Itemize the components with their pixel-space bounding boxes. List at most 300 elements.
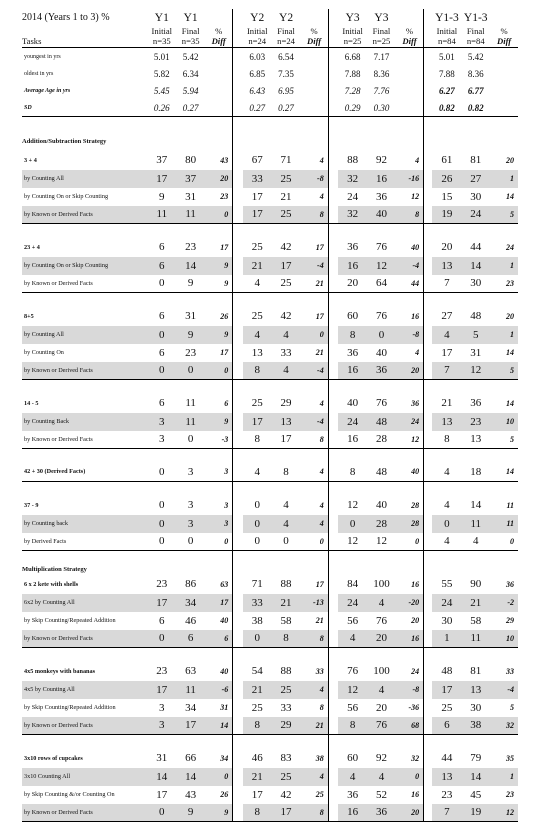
header-row-n <box>22 36 518 48</box>
diff-value: 26 <box>220 790 229 799</box>
column-spacer <box>328 496 338 515</box>
table-row <box>22 786 518 804</box>
initial-value: 24 <box>347 190 359 203</box>
column-spacer <box>233 717 243 735</box>
initial-value: 0 <box>159 499 165 511</box>
initial-value: 1 <box>432 630 461 648</box>
initial-value: 21 <box>243 768 272 786</box>
column-spacer <box>328 307 338 326</box>
initial-value: 6 <box>159 397 165 409</box>
table-row <box>22 307 518 326</box>
final-value: 12 <box>461 362 490 380</box>
diff-value: 4 <box>319 155 324 165</box>
column-spacer <box>424 394 433 413</box>
final-value: 76 <box>375 397 387 409</box>
final-value: 64 <box>367 275 396 293</box>
column-spacer <box>424 749 433 768</box>
final-value: 9 <box>176 326 205 344</box>
diff-value: 14 <box>490 463 518 482</box>
table-title: 2014 (Years 1 to 3) % <box>22 12 110 23</box>
column-spacer <box>233 82 243 99</box>
diff-value: 24 <box>411 666 420 676</box>
column-spacer <box>328 630 338 648</box>
final-value: 17 <box>272 431 301 449</box>
column-spacer <box>424 648 433 662</box>
diff-value: 35 <box>506 753 514 763</box>
task-title: 8+5 <box>24 312 34 320</box>
column-spacer <box>328 699 338 717</box>
column-spacer <box>233 117 243 147</box>
column-spacer <box>233 749 243 768</box>
table-row <box>22 463 518 482</box>
task-title: 37 - 9 <box>24 501 39 509</box>
column-spacer <box>233 533 243 551</box>
strategy-label: by Counting On <box>24 349 64 356</box>
column-spacer <box>233 413 243 431</box>
final-value: 42 <box>280 788 292 801</box>
column-spacer <box>328 238 338 257</box>
diff-value: -13 <box>300 594 328 612</box>
strategy-label: 3x10 Counting All <box>22 768 147 786</box>
table-row <box>22 699 518 717</box>
table-row <box>22 394 518 413</box>
group-spacer-row <box>22 482 518 496</box>
percent-header: % <box>405 26 414 36</box>
final-value: 4 <box>367 681 396 699</box>
column-spacer <box>328 749 338 768</box>
diff-value: 5 <box>510 703 514 712</box>
initial-value: 0 <box>338 515 367 533</box>
column-spacer <box>328 117 338 147</box>
initial-value: 25 <box>251 397 263 409</box>
initial-header: Initial <box>151 26 173 36</box>
initial-value: 8 <box>243 362 272 380</box>
strategy-label: 4x5 by Counting All <box>22 681 147 699</box>
initial-value: 3 <box>159 701 165 714</box>
final-value: 11 <box>176 413 205 431</box>
initial-value: 4 <box>432 533 461 551</box>
diff-value: 10 <box>490 630 518 648</box>
column-spacer <box>233 735 243 749</box>
column-spacer <box>328 65 338 82</box>
diff-value: 14 <box>506 398 514 408</box>
column-spacer <box>328 735 338 749</box>
final-value: 4 <box>283 499 289 511</box>
table-row <box>22 662 518 681</box>
column-spacer <box>424 786 433 804</box>
diff-value: 0 <box>396 768 424 786</box>
initial-value: 6 <box>432 717 461 735</box>
diff-value: 0 <box>205 533 233 551</box>
final-value: 9 <box>176 804 205 822</box>
final-value: 23 <box>185 241 197 253</box>
final-value: 92 <box>375 752 387 764</box>
column-spacer <box>233 188 243 206</box>
final-header: Final <box>181 26 200 36</box>
final-value: 0 <box>367 326 396 344</box>
final-value: 11 <box>185 397 196 409</box>
final-value: 4 <box>272 362 301 380</box>
initial-value: 30 <box>441 614 453 627</box>
column-spacer <box>328 380 338 394</box>
final-value: 14 <box>470 499 482 511</box>
column-spacer <box>328 662 338 681</box>
initial-value: 4 <box>338 630 367 648</box>
final-value: 42 <box>280 310 292 322</box>
final-value: 36 <box>375 190 387 203</box>
strategy-label: by Known or Derived Facts <box>22 362 147 380</box>
initial-value: 17 <box>243 206 272 224</box>
initial-value: 36 <box>347 788 359 801</box>
column-spacer <box>328 463 338 482</box>
final-value: 11 <box>461 515 490 533</box>
column-spacer <box>233 26 243 36</box>
diff-value: 9 <box>205 326 233 344</box>
column-spacer <box>328 594 338 612</box>
diff-value: 3 <box>224 500 229 510</box>
final-value: 13 <box>461 431 490 449</box>
table-row <box>22 326 518 344</box>
diff-value: -16 <box>396 170 424 188</box>
diff-value: 21 <box>300 275 328 293</box>
column-spacer <box>424 482 433 496</box>
final-value: 14 <box>461 257 490 275</box>
column-spacer <box>424 662 433 681</box>
initial-header: Initial <box>246 26 268 36</box>
final-value: 4 <box>367 768 396 786</box>
initial-value: 21 <box>243 257 272 275</box>
table-row <box>22 431 518 449</box>
diff-value: 36 <box>506 579 514 589</box>
initial-value: 16 <box>338 362 367 380</box>
initial-value: 8 <box>243 717 272 735</box>
column-spacer <box>328 413 338 431</box>
percent-header: % <box>500 26 508 36</box>
diff-value: 40 <box>411 242 420 252</box>
final-value: 25 <box>272 206 301 224</box>
info-value: 8.36 <box>467 68 484 79</box>
column-spacer <box>424 612 433 630</box>
column-spacer <box>424 717 433 735</box>
table-row <box>22 768 518 786</box>
column-spacer <box>233 804 243 822</box>
info-row <box>22 65 518 82</box>
column-spacer <box>233 275 243 293</box>
table-row <box>22 575 518 594</box>
diff-value: 28 <box>396 515 424 533</box>
initial-value: 36 <box>347 241 359 253</box>
diff-header: Diff <box>396 36 424 48</box>
initial-value: 84 <box>347 578 359 590</box>
diff-value: 6 <box>224 398 229 408</box>
final-value: 36 <box>470 397 482 409</box>
column-spacer <box>233 463 243 482</box>
info-value: 0.27 <box>176 99 205 117</box>
year-header: Y1 <box>154 11 169 24</box>
column-spacer <box>233 551 243 575</box>
diff-value: 20 <box>205 170 233 188</box>
diff-value: 0 <box>490 533 518 551</box>
column-spacer <box>424 99 433 117</box>
diff-value: -8 <box>300 170 328 188</box>
initial-value: 8 <box>432 431 461 449</box>
n-value: n=84 <box>432 36 461 48</box>
diff-value: 21 <box>300 717 328 735</box>
diff-value: 17 <box>205 594 233 612</box>
final-value: 25 <box>272 681 301 699</box>
diff-value: -4 <box>490 681 518 699</box>
column-spacer <box>424 188 433 206</box>
initial-value: 17 <box>251 190 263 203</box>
diff-value: 4 <box>300 768 328 786</box>
column-spacer <box>328 9 338 26</box>
final-header: Final <box>466 26 485 36</box>
strategy-label: by Known or Derived Facts <box>22 431 147 449</box>
header-row-labels <box>22 26 518 36</box>
initial-value: 20 <box>338 275 367 293</box>
diff-value: 4 <box>319 500 324 510</box>
diff-value: 20 <box>506 311 514 321</box>
column-spacer <box>328 431 338 449</box>
final-value: 80 <box>185 154 197 166</box>
final-value: 86 <box>185 578 197 590</box>
header-row-years <box>22 9 518 26</box>
info-value: 5.42 <box>467 51 484 62</box>
final-value: 88 <box>280 665 292 677</box>
final-value: 14 <box>176 768 205 786</box>
table-row <box>22 717 518 735</box>
initial-value: 23 <box>156 665 168 677</box>
diff-value: 8 <box>319 703 324 712</box>
column-spacer <box>233 151 243 170</box>
final-value: 92 <box>375 154 387 166</box>
initial-value: 4 <box>338 768 367 786</box>
initial-value: 4 <box>243 463 272 482</box>
initial-value: 11 <box>147 206 176 224</box>
final-value: 100 <box>373 665 390 677</box>
column-spacer <box>233 257 243 275</box>
initial-value: 16 <box>338 257 367 275</box>
column-spacer <box>424 275 433 293</box>
initial-value: 0 <box>147 533 176 551</box>
column-spacer <box>328 768 338 786</box>
final-value: 12 <box>367 257 396 275</box>
diff-value: 4 <box>415 155 420 165</box>
column-spacer <box>233 326 243 344</box>
strategy-label: by Skip Counting/Repeated Addition <box>24 617 116 624</box>
diff-value: 40 <box>396 463 424 482</box>
column-spacer <box>424 170 433 188</box>
strategy-label: by Known or Derived Facts <box>22 804 147 822</box>
table-row <box>22 515 518 533</box>
table-row <box>22 151 518 170</box>
column-spacer <box>233 482 243 496</box>
diff-value: 4 <box>300 681 328 699</box>
column-spacer <box>328 612 338 630</box>
initial-value: 7 <box>432 804 461 822</box>
initial-value: 33 <box>243 594 272 612</box>
initial-value: 24 <box>338 413 367 431</box>
column-spacer <box>424 82 433 99</box>
initial-value: 4 <box>432 326 461 344</box>
table-row <box>22 681 518 699</box>
final-value: 19 <box>461 804 490 822</box>
diff-value: 14 <box>506 192 514 201</box>
initial-value: 32 <box>338 170 367 188</box>
diff-value: 11 <box>506 500 514 510</box>
initial-value: 0 <box>243 630 272 648</box>
column-spacer <box>233 449 243 463</box>
initial-value: 17 <box>147 594 176 612</box>
diff-value: 5 <box>490 206 518 224</box>
final-value: 20 <box>367 630 396 648</box>
diff-value: 9 <box>205 275 233 293</box>
column-spacer <box>328 648 338 662</box>
initial-value: 0 <box>254 499 260 511</box>
info-value: 6.85 <box>249 68 266 79</box>
year-header: Y1-3 <box>463 11 488 24</box>
diff-value: 0 <box>300 533 328 551</box>
final-value: 30 <box>461 275 490 293</box>
final-value: 3 <box>176 463 205 482</box>
info-label: Average Age in yrs <box>24 87 71 94</box>
column-spacer <box>328 151 338 170</box>
column-spacer <box>424 515 433 533</box>
initial-value: 4 <box>444 499 450 511</box>
strategy-label: by Known or Derived Facts <box>22 717 147 735</box>
column-spacer <box>233 648 243 662</box>
year-header: Y3 <box>374 11 389 24</box>
column-spacer <box>328 515 338 533</box>
info-value: 5.01 <box>153 51 170 62</box>
initial-value: 6 <box>147 257 176 275</box>
info-value: 7.17 <box>373 51 390 62</box>
section-title: Multiplication Strategy <box>22 565 87 573</box>
table-row <box>22 257 518 275</box>
column-spacer <box>233 224 243 238</box>
final-value: 29 <box>272 717 301 735</box>
diff-value: -36 <box>408 703 420 712</box>
diff-value: 40 <box>220 616 229 625</box>
column-spacer <box>233 630 243 648</box>
column-spacer <box>424 768 433 786</box>
column-spacer <box>233 612 243 630</box>
initial-value: 32 <box>338 206 367 224</box>
column-spacer <box>233 99 243 117</box>
final-value: 0 <box>176 533 205 551</box>
diff-value: 31 <box>220 703 229 712</box>
diff-value: 68 <box>396 717 424 735</box>
final-value: 88 <box>280 578 292 590</box>
initial-value: 88 <box>347 154 359 166</box>
initial-value: 56 <box>347 701 359 714</box>
initial-value: 21 <box>243 681 272 699</box>
diff-value: 8 <box>300 630 328 648</box>
final-value: 36 <box>367 362 396 380</box>
initial-value: 3 <box>147 717 176 735</box>
final-value: 79 <box>470 752 482 764</box>
column-spacer <box>328 344 338 362</box>
diff-value: 17 <box>315 579 324 589</box>
initial-value: 44 <box>441 752 453 764</box>
final-value: 38 <box>461 717 490 735</box>
diff-value: 4 <box>300 463 328 482</box>
diff-value: -4 <box>300 362 328 380</box>
diff-value: 43 <box>220 155 229 165</box>
final-value: 46 <box>185 614 197 627</box>
final-value: 4 <box>461 533 490 551</box>
final-value: 13 <box>272 413 301 431</box>
column-spacer <box>328 533 338 551</box>
info-value: 5.45 <box>153 85 170 96</box>
diff-value: 12 <box>411 192 420 201</box>
column-spacer <box>233 575 243 594</box>
column-spacer <box>424 431 433 449</box>
diff-value: 23 <box>220 192 229 201</box>
column-spacer <box>233 394 243 413</box>
info-row <box>22 82 518 99</box>
info-value: 6.27 <box>439 85 455 96</box>
final-value: 33 <box>280 346 292 359</box>
diff-value: 17 <box>220 348 229 357</box>
final-value: 14 <box>461 768 490 786</box>
initial-value: 0 <box>147 630 176 648</box>
final-value: 14 <box>176 257 205 275</box>
initial-value: 8 <box>338 463 367 482</box>
diff-value: 8 <box>300 431 328 449</box>
column-spacer <box>328 482 338 496</box>
column-spacer <box>424 630 433 648</box>
column-spacer <box>424 224 433 238</box>
initial-value: 4 <box>243 275 272 293</box>
final-value: 11 <box>461 630 490 648</box>
group-spacer-row <box>22 449 518 463</box>
diff-value: 21 <box>315 616 324 625</box>
initial-value: 17 <box>432 681 461 699</box>
column-spacer <box>233 362 243 380</box>
section-title: Addition/Subtraction Strategy <box>22 137 107 145</box>
info-value: 0.27 <box>272 99 301 117</box>
column-spacer <box>328 99 338 117</box>
initial-value: 13 <box>432 768 461 786</box>
table-row <box>22 630 518 648</box>
final-value: 28 <box>367 431 396 449</box>
diff-value: 23 <box>490 275 518 293</box>
initial-value: 27 <box>441 310 453 322</box>
diff-value: 1 <box>490 170 518 188</box>
initial-value: 4 <box>243 326 272 344</box>
strategy-label: by Counting On or Skip Counting <box>22 257 147 275</box>
info-value: 7.35 <box>278 68 294 79</box>
column-spacer <box>424 206 433 224</box>
diff-value: 29 <box>506 616 514 625</box>
column-spacer <box>233 786 243 804</box>
info-value: 6.68 <box>344 51 361 62</box>
final-value: 28 <box>367 515 396 533</box>
diff-value: 3 <box>205 463 233 482</box>
diff-value: 16 <box>411 579 420 589</box>
info-value: 6.77 <box>467 85 484 96</box>
diff-value: 38 <box>315 753 324 763</box>
diff-value: -3 <box>205 431 233 449</box>
diff-value: 17 <box>220 242 229 252</box>
diff-header: Diff <box>490 36 518 48</box>
diff-value: -8 <box>396 681 424 699</box>
initial-value: 0 <box>147 326 176 344</box>
table-row <box>22 275 518 293</box>
final-value: 17 <box>272 257 301 275</box>
diff-value: 1 <box>490 768 518 786</box>
